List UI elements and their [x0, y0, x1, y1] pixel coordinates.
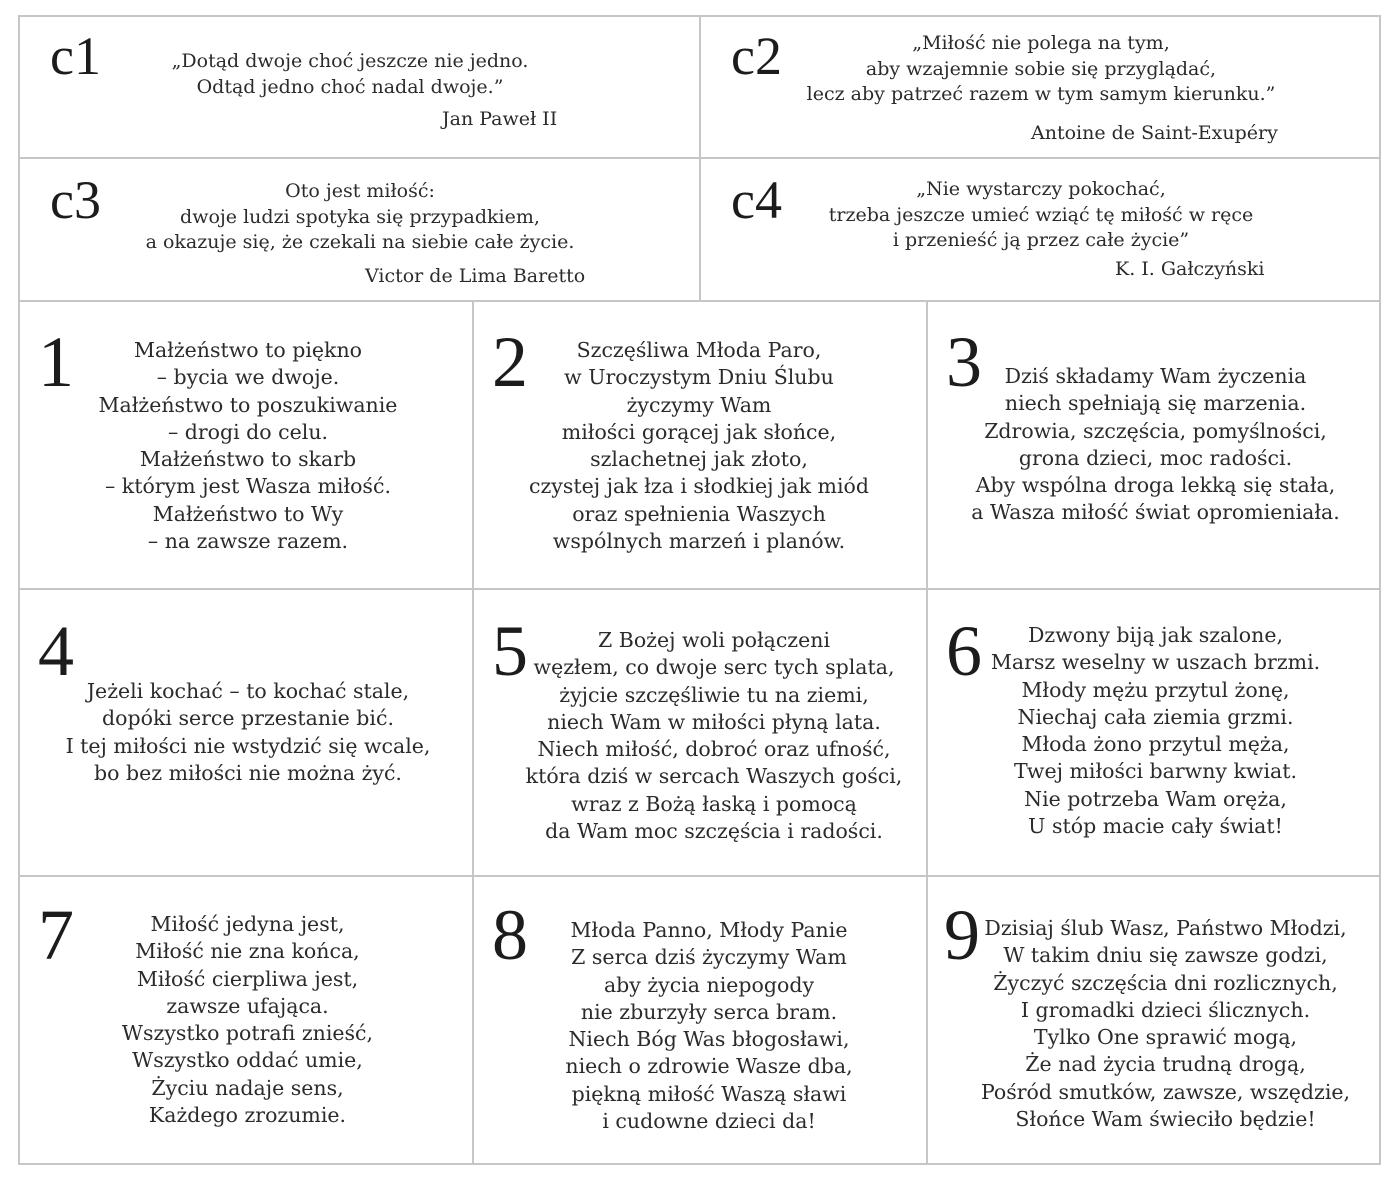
poem-card-8 [472, 875, 928, 1165]
quote-text: Oto jest miłość: dwoje ludzi spotyka się przypadkiem, a okazuje się, że czekali na siebie całe życie. [145, 180, 575, 253]
card-number: 2 [492, 322, 528, 402]
quote-card-c3 [18, 157, 701, 302]
poem-card-3 [926, 300, 1381, 590]
poem-card-7 [18, 875, 474, 1165]
poem-text: Młoda Panno, Młody Panie Z serca dziś życzymy Wam aby życia niepogody nie zburzyły serca bram. Niech Bóg Was błogosławi, niech o zdrowie Wasze dba, piękną miłość Waszą sławi i cudowne dzieci da! [565, 918, 853, 1134]
card-number: 4 [38, 611, 74, 691]
poem-card-6 [926, 588, 1381, 877]
wedding-wishes-sheet [18, 15, 1381, 1165]
quote-author: Jan Paweł II [442, 108, 558, 130]
quote-text: „Dotąd dwoje choć jeszcze nie jedno. Odtąd jedno choć nadal dwoje.” [171, 50, 529, 98]
card-number: c3 [50, 170, 101, 230]
quote-author: Victor de Lima Baretto [365, 265, 586, 287]
poem-card-2 [472, 300, 928, 590]
quote-author: Antoine de Saint-Exupéry [1031, 122, 1278, 144]
poem-card-5 [472, 588, 928, 877]
poem-text: Z Bożej woli połączeni węzłem, co dwoje serc tych splata, żyjcie szczęśliwie tu na ziemi, niech Wam w miłości płyną lata. Niech miłość, dobroć oraz ufność, która dziś w sercach Waszych gości, wraz z Bożą łaską i pomocą da Wam moc szczęścia i radości. [525, 628, 903, 844]
poem-text: Jeżeli kochać – to kochać stale, dopóki serce przestanie bić. I tej miłości nie wstydzić się wcale, bo bez miłości nie można żyć. [65, 679, 431, 785]
card-number: 1 [38, 322, 74, 402]
quote-author: K. I. Gałczyński [1115, 258, 1265, 280]
quote-card-c2 [699, 15, 1381, 159]
poem-text: Dziś składamy Wam życzenia niech spełniają się marzenia. Zdrowia, szczęścia, pomyślności, grona dzieci, moc radości. Aby wspólna droga lekką się stała, a Wasza miłość świat opromieniała. [971, 364, 1340, 525]
poem-text: Dzwony biją jak szalone, Marsz weselny w uszach brzmi. Młody mężu przytul żonę, Niechaj cała ziemia grzmi. Młoda żono przytul męża, Twej miłości barwny kwiat. Nie potrzeba Wam oręża, U stóp macie cały świat! [990, 623, 1321, 839]
poem-card-9 [926, 875, 1381, 1165]
card-number: 7 [38, 895, 74, 975]
card-number: 5 [492, 611, 528, 691]
quote-text: „Nie wystarczy pokochać, trzeba jeszcze umieć wziąć tę miłość w ręce i przenieść ją przez całe życie” [828, 178, 1254, 251]
card-number: 8 [492, 895, 528, 975]
poem-card-1 [18, 300, 474, 590]
poem-card-4 [18, 588, 474, 877]
card-number: 9 [944, 895, 980, 975]
card-number: c2 [731, 26, 782, 86]
poem-text: Szczęśliwa Młoda Paro, w Uroczystym Dniu Ślubu życzymy Wam miłości gorącej jak słońce, szlachetnej jak złoto, czystej jak łza i słodkiej jak miód oraz spełnienia Waszych wspólnych marzeń i planów. [529, 338, 869, 554]
poem-text: Miłość jedyna jest, Miłość nie zna końca, Miłość cierpliwa jest, zawsze ufająca. Wszystko potrafi znieść, Wszystko oddać umie, Życiu nadaje sens, Każdego zrozumie. [121, 912, 374, 1128]
card-number: c4 [731, 170, 782, 230]
card-number: 6 [946, 611, 982, 691]
card-number: c1 [50, 26, 101, 86]
poem-text: Dzisiaj ślub Wasz, Państwo Młodzi, W takim dniu się zawsze godzi, Życzyć szczęścia dni rozlicznych, I gromadki dzieci ślicznych. Tylko One sprawić mogą, Że nad życia trudną drogą, Pośród smutków, zawsze, wszędzie, Słońce Wam świeciło będzie! [980, 916, 1351, 1132]
quote-text: „Miłość nie polega na tym, aby wzajemnie sobie się przyglądać, lecz aby patrzeć razem w tym samym kierunku.” [806, 32, 1276, 105]
card-number: 3 [946, 322, 982, 402]
poem-text: Małżeństwo to piękno – bycia we dwoje. Małżeństwo to poszukiwanie – drogi do celu. Małżeństwo to skarb – którym jest Wasza miłość. Małżeństwo to Wy – na zawsze razem. [98, 338, 398, 554]
quote-card-c1 [18, 15, 701, 159]
quote-card-c4 [699, 157, 1381, 302]
